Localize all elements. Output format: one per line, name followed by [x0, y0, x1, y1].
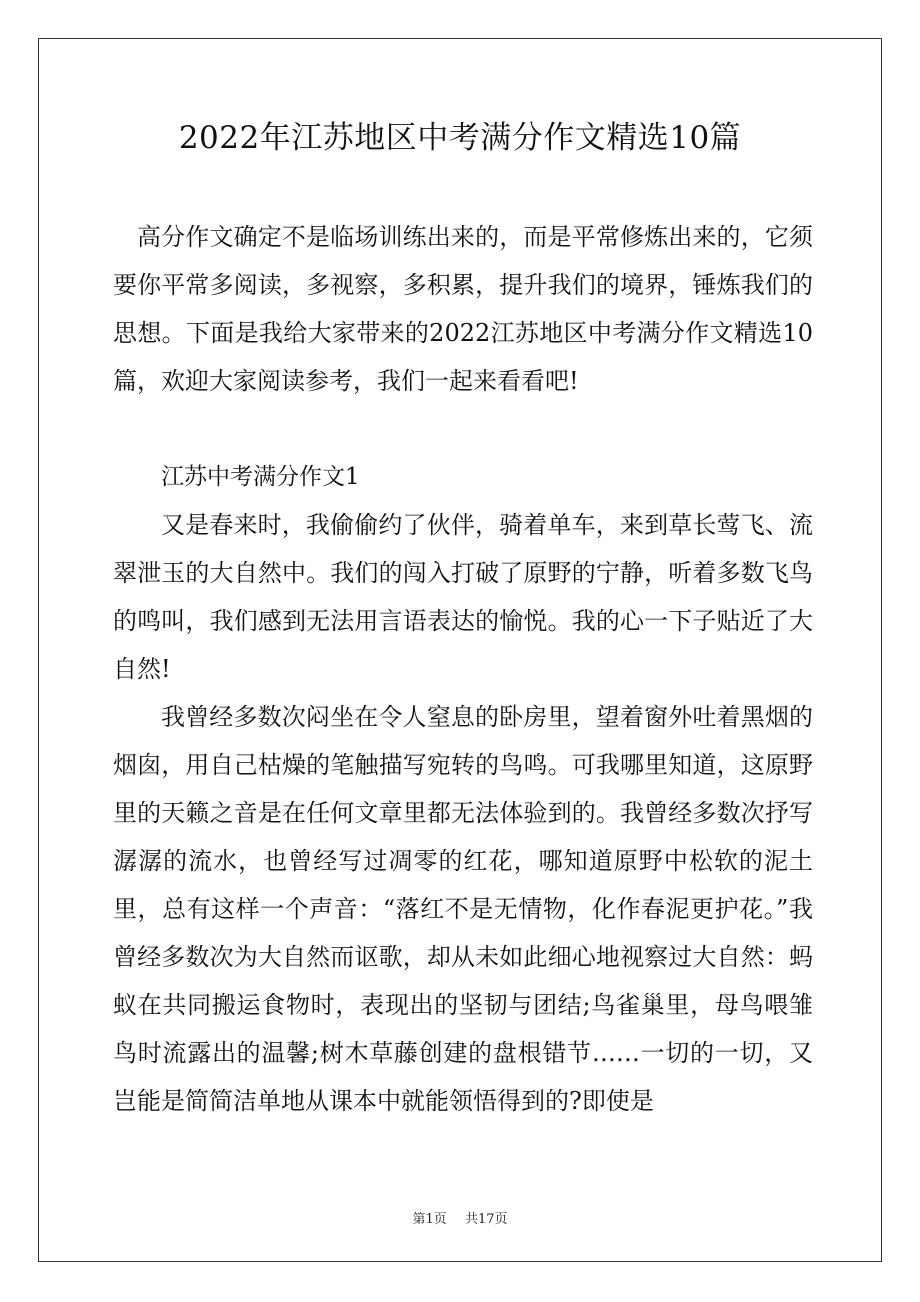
- page-number: 第1页: [412, 1212, 447, 1227]
- page-total: 共17页: [464, 1212, 508, 1227]
- body-paragraph: 又是春来时，我偷偷约了伙伴，骑着单车，来到草长莺飞、流翠泄玉的大自然中。我们的闯入打破了原野的宁静，听着多数飞鸟的鸣叫，我们感到无法用言语表达的愉悦。我的心一下子贴近了大自然!: [113, 511, 813, 683]
- page-footer: [38, 1208, 882, 1227]
- intro-paragraph: 高分作文确定不是临场训练出来的，而是平常修炼出来的，它须要你平常多阅读，多视察，多积累，提升我们的境界，锤炼我们的思想。下面是我给大家带来的2022江苏地区中考满分作文精选10篇，欢迎大家阅读参考，我们一起来看看吧!: [113, 223, 813, 395]
- section-heading: 江苏中考满分作文1: [161, 464, 360, 490]
- document-title: 2022年江苏地区中考满分作文精选10篇: [178, 120, 742, 156]
- body-paragraph: 我曾经多数次闷坐在令人窒息的卧房里，望着窗外吐着黑烟的烟囱，用自己枯燥的笔触描写宛转的鸟鸣。可我哪里知道，这原野里的天籁之音是在任何文章里都无法体验到的。我曾经多数次抒写潺潺的流水，也曾经写过凋零的红花，哪知道原野中松软的泥土里，总有这样一个声音：“落红不是无情物，化作春泥更护花。”我曾经多数次为大自然而讴歌，却从未如此细心地视察过大自然：蚂蚁在共同搬运食物时，表现出的坚韧与团结;鸟雀巢里，母鸟喂雏鸟时流露出的温馨;树木草藤创建的盘根错节……一切的一切，又岂能是简简洁单地从课本中就能领悟得到的?即使是: [113, 703, 813, 1115]
